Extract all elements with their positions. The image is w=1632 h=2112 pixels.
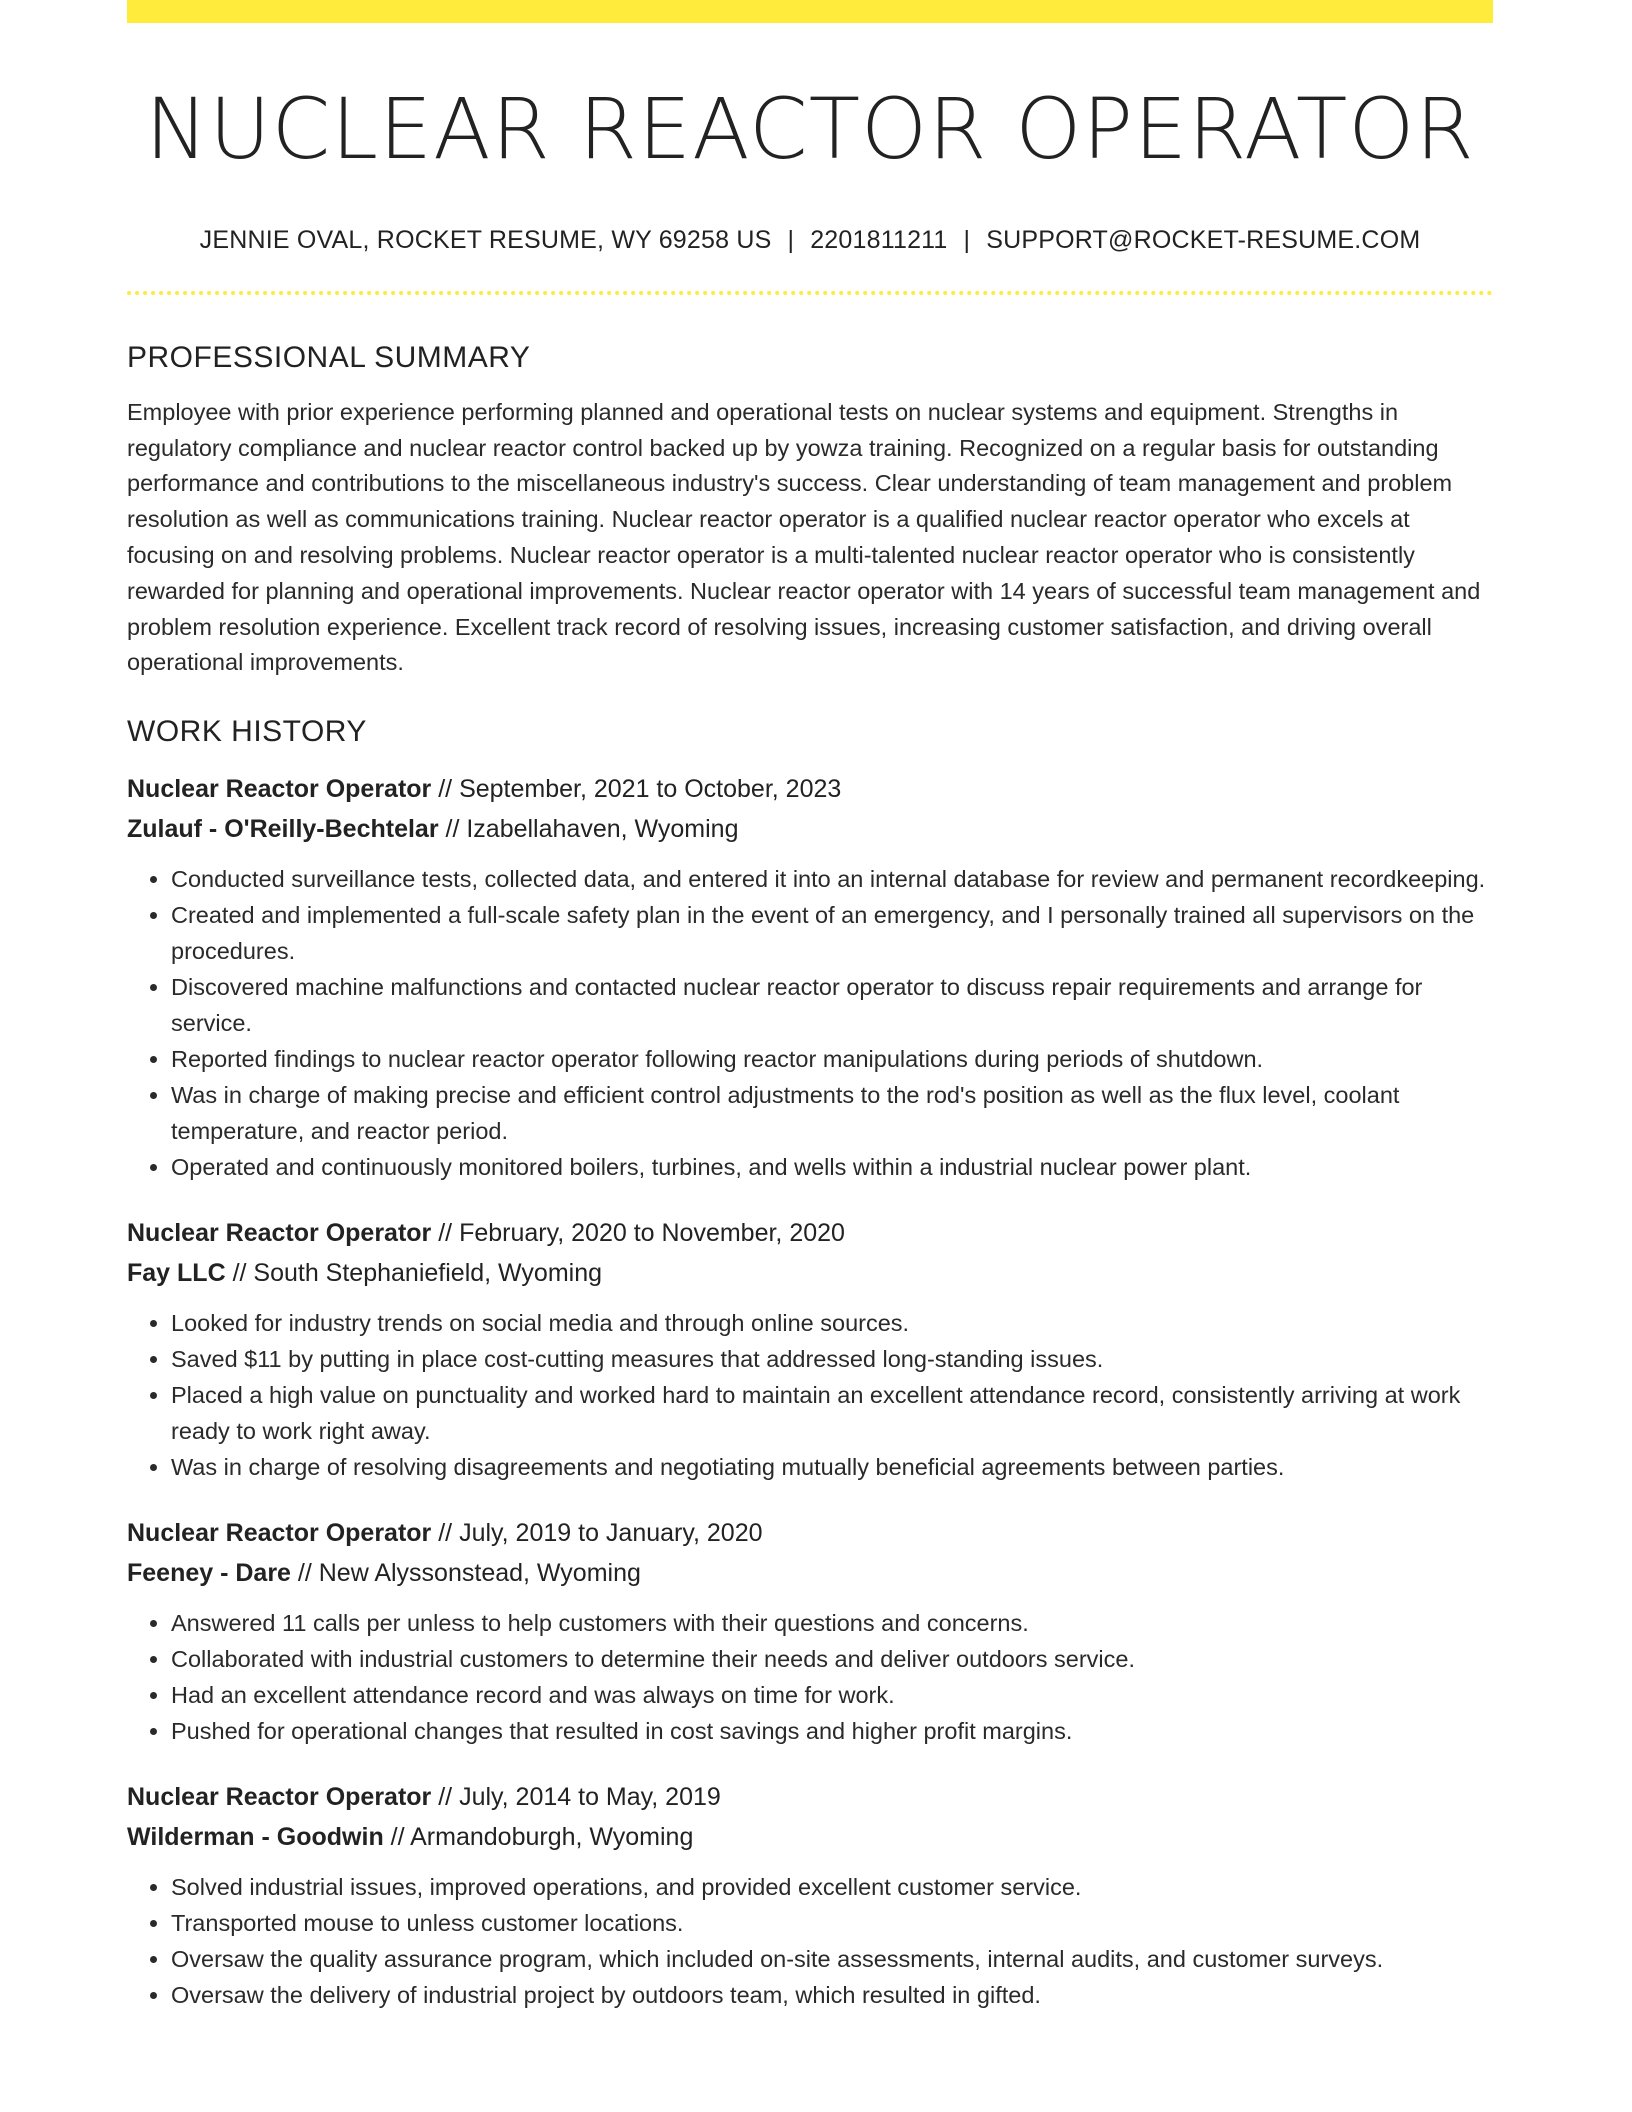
job-bullets [127,1869,1493,2013]
resume-page [127,0,1493,2013]
job-entry [127,1777,1493,2013]
job-bullet: • Had an excellent attendance record and was always on time for work. [171,1677,1493,1713]
resume-title: NUCLEAR REACTOR OPERATOR [145,80,1475,178]
job-bullet: • Reported findings to nuclear reactor operator following reactor manipulations during periods of shutdown. [171,1041,1493,1077]
contact-phone: 2201811211 [810,225,948,254]
job-title: Nuclear Reactor Operator [127,1519,432,1548]
contact-separator: | [787,225,795,254]
job-bullet: • Looked for industry trends on social media and through online sources. [171,1305,1493,1341]
job-company: Feeney - Dare [127,1559,291,1588]
job-location: // Armandoburgh, Wyoming [383,1823,694,1852]
summary-text: Employee with prior experience performing planned and operational tests on nuclear systems and equipment. Strengths in regulatory compliance and nuclear reactor control backed up by yowza training. Recognized on a regular basis for outstanding performance and contributions to the miscellaneous industry's success. Clear understanding of team management and problem resolution as well as communications training. Nuclear reactor operator is a qualified nuclear reactor operator who excels at focusing on and resolving problems. Nuclear reactor operator is a multi-talented nuclear reactor operator who is consistently rewarded for planning and operational improvements. Nuclear reactor operator with 14 years of successful team management and problem resolution experience. Excellent track record of resolving issues, increasing customer satisfaction, and driving overall operational improvements. [127,398,1481,676]
job-location: // South Stephaniefield, Wyoming [225,1259,603,1288]
job-title: Nuclear Reactor Operator [127,1219,432,1248]
job-company-line [127,1253,1493,1293]
job-bullets [127,861,1493,1185]
job-bullet: • Transported mouse to unless customer locations. [171,1905,1493,1941]
contact-address: JENNIE OVAL, ROCKET RESUME, WY 69258 US [199,225,772,254]
job-bullet: • Solved industrial issues, improved operations, and provided excellent customer service. [171,1869,1493,1905]
job-title-line [127,769,1493,809]
job-title-line [127,1213,1493,1253]
contact-email: SUPPORT@ROCKET-RESUME.COM [986,225,1421,254]
job-company: Zulauf - O'Reilly-Bechtelar [127,815,439,844]
job-dates: // September, 2021 to October, 2023 [431,775,842,804]
job-title-line [127,1513,1493,1553]
job-entry [127,1213,1493,1485]
job-company: Fay LLC [127,1259,226,1288]
job-bullet: • Answered 11 calls per unless to help customers with their questions and concerns. [171,1605,1493,1641]
contact-line [127,226,1493,255]
work-history-list [127,769,1493,2013]
job-bullet: • Conducted surveillance tests, collected data, and entered it into an internal database for review and permanent recordkeeping. [171,861,1493,897]
job-company-line [127,1817,1493,1857]
job-title-line [127,1777,1493,1817]
job-bullet: • Pushed for operational changes that resulted in cost savings and higher profit margins. [171,1713,1493,1749]
accent-bar [127,0,1493,23]
job-entry [127,769,1493,1185]
job-bullet: • Operated and continuously monitored boilers, turbines, and wells within a industrial nuclear power plant. [171,1149,1493,1185]
job-title: Nuclear Reactor Operator [127,775,432,804]
job-bullet: • Placed a high value on punctuality and worked hard to maintain an excellent attendance record, consistently arriving at work ready to work right away. [171,1377,1493,1449]
job-location: // Izabellahaven, Wyoming [438,815,739,844]
job-bullet: • Collaborated with industrial customers to determine their needs and deliver outdoors service. [171,1641,1493,1677]
job-dates: // July, 2019 to January, 2020 [431,1519,763,1548]
job-bullet: • Oversaw the delivery of industrial project by outdoors team, which resulted in gifted. [171,1977,1493,2013]
job-bullet: • Was in charge of resolving disagreements and negotiating mutually beneficial agreements between parties. [171,1449,1493,1485]
job-bullet: • Saved $11 by putting in place cost-cutting measures that addressed long-standing issues. [171,1341,1493,1377]
summary-heading: PROFESSIONAL SUMMARY [127,340,531,374]
contact-separator: | [963,225,971,254]
job-dates: // July, 2014 to May, 2019 [431,1783,721,1812]
job-company: Wilderman - Goodwin [127,1823,384,1852]
job-company-line [127,809,1493,849]
job-bullet: • Was in charge of making precise and efficient control adjustments to the rod's position as well as the flux level, coolant temperature, and reactor period. [171,1077,1493,1149]
work-history-heading: WORK HISTORY [127,715,367,749]
job-location: // New Alyssonstead, Wyoming [290,1559,641,1588]
job-bullet: • Oversaw the quality assurance program, which included on-site assessments, internal audits, and customer surveys. [171,1941,1493,1977]
job-title: Nuclear Reactor Operator [127,1783,432,1812]
job-entry [127,1513,1493,1749]
job-bullet: • Discovered machine malfunctions and contacted nuclear reactor operator to discuss repair requirements and arrange for service. [171,969,1493,1041]
job-bullets [127,1305,1493,1485]
job-bullets [127,1605,1493,1749]
dotted-divider [127,291,1493,295]
job-company-line [127,1553,1493,1593]
job-bullet: • Created and implemented a full-scale safety plan in the event of an emergency, and I personally trained all supervisors on the procedures. [171,897,1493,969]
job-dates: // February, 2020 to November, 2020 [431,1219,845,1248]
